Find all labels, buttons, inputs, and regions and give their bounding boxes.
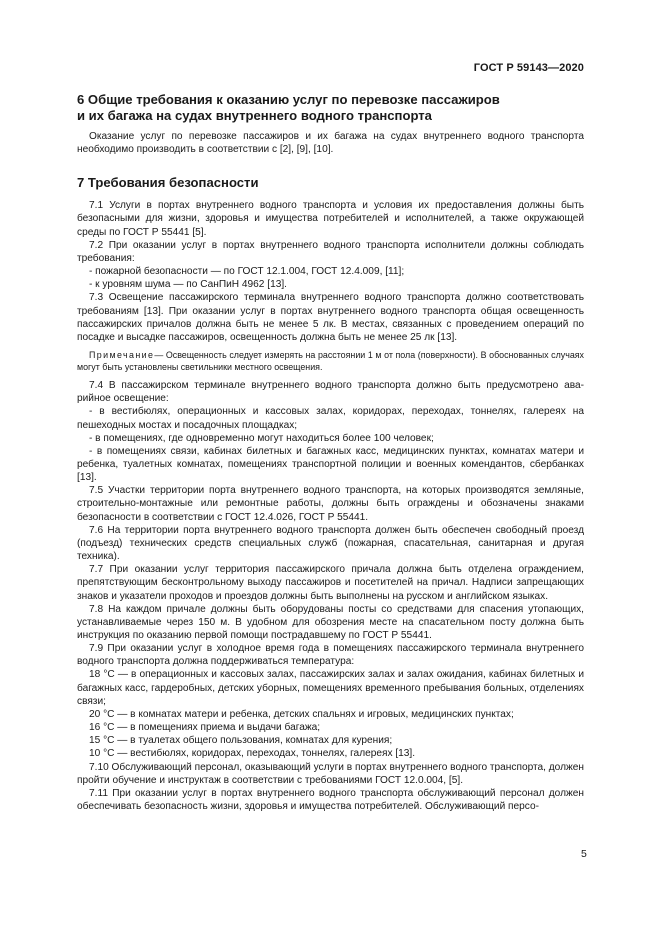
clause-7-9-temp-10: 10 °С — вестибюлях, коридорах, переходах, тоннелях, галереях [13]. — [89, 748, 416, 760]
document-body — [77, 92, 584, 813]
note-label: Примечание — [89, 350, 155, 361]
clause-7-11: 7.11 При оказании услуг в портах внутреннего водного транспорта обслуживающий персонал должен обеспечивать безопасность жизни, здоровья и имущества потребителей. Обслуживающий персо- — [77, 787, 584, 813]
clause-7-1: 7.1 Услуги в портах внутреннего водного транспорта и условия их предоставления должны быть безопасными для жизни, здоровья и имущества потребителей и исполнителей, а также окружающей среды по ГОСТ Р 55441 [5]. — [77, 200, 584, 238]
clause-7-8: 7.8 На каждом причале должны быть оборудованы посты со средствами для спасения утопающих, устанавливаемые через 150 м. В удобном для обозрения месте на спасательном посту должна быть инструкция по оказанию первой помощи пострадавшему по ГОСТ Р 55441. — [77, 603, 584, 641]
clause-7-2-item-fire: - пожарной безопасности — по ГОСТ 12.1.004, ГОСТ 12.4.009, [11]; — [89, 266, 405, 278]
clause-7-6: 7.6 На территории порта внутреннего водного транспорта должен быть обеспечен свободный проезд (подъезд) технических средств специальных служб (пожарная, спасательная, санитарная и другая техника). — [77, 524, 584, 563]
clause-7-2: 7.2 При оказании услуг в портах внутреннего водного транспорта исполнители должны соблюдать требования: — [77, 239, 584, 264]
clause-7-4-item-halls: - в вестибюлях, операционных и кассовых залах, коридорах, переходах, тоннелях, галереях на пешеходных мостах и посадочных площадках; — [77, 406, 584, 431]
section-6-title-line2: и их багажа на судах внутреннего водного транспорта — [77, 108, 432, 123]
section-6-title — [77, 92, 584, 124]
clause-7-4-item-service: - в помещениях связи, кабинах билетных и багажных касс, медицинских пунктах, комнатах матери и ребенка, туалетных комнатах, помещениях транспортной полиции и военных комендантов, сбербанках [13]. — [77, 445, 584, 484]
clause-7-9-temp-20: 20 °С — в комнатах матери и ребенка, детских спальнях и игровых, медицинских пунктах; — [89, 708, 514, 720]
document-header: ГОСТ Р 59143—2020 — [473, 62, 584, 74]
section-6-title-line1: 6 Общие требования к оказанию услуг по перевозке пассажиров — [77, 92, 500, 107]
section-7-title: 7 Требования безопасности — [77, 175, 259, 191]
clause-7-9: 7.9 При оказании услуг в холодное время года в помещениях пассажирского терминала внутреннего водного транспорта должна поддерживаться температура: — [77, 643, 584, 668]
clause-7-4: 7.4 В пассажирском терминале внутреннего водного транспорта должно быть предусмотрено аварийное освещение: — [77, 380, 584, 405]
note-text: — Освещенность следует измерять на расстоянии 1 м от пола (поверхности). В обоснованных случаях могут быть установлены светильники местного освещения. — [77, 350, 584, 373]
clause-7-2-item-noise: - к уровням шума — по СанПиН 4962 [13]. — [89, 279, 287, 291]
clause-7-5: 7.5 Участки территории порта внутреннего водного транспорта, на которых производятся земляные, строительно-монтажные или ремонтные работы, должны быть ограждены и обозначены знаками безопасности в соответствии с ГОСТ 12.4.026, ГОСТ Р 55441. — [77, 485, 584, 523]
clause-7-9-temp-15: 15 °С — в туалетах общего пользования, комнатах для курения; — [89, 735, 393, 747]
clause-7-9-temp-18: 18 °С — в операционных и кассовых залах, пассажирских залах и залах ожидания, кабинах билетных и багажных касс, гардеробных, детских уборных, помещениях временного пребывания больных, отделениях связи; — [77, 669, 584, 707]
clause-7-10: 7.10 Обслуживающий персонал, оказывающий услуги в портах внутреннего водного транспорта, должен пройти обучение и инструктаж в соответствии с требованиями ГОСТ 12.0.004, [5]. — [77, 761, 584, 786]
clause-7-3: 7.3 Освещение пассажирского терминала внутреннего водного транспорта должно соответствовать требованиям [13]. При оказании услуг в портах внутреннего водного транспорта общая освещенность пассажирских причалов должна быть не менее 5 лк. В местах, связанных с проведением операций по посадке и высадке пассажиров, освещенность должна быть не менее 25 лк [13]. — [77, 292, 584, 343]
section-6-paragraph: Оказание услуг по перевозке пассажиров и их багажа на судах внутреннего водного транспорта необходимо производить в соответствии с [2], [9], [10]. — [77, 131, 584, 156]
page-number: 5 — [581, 848, 587, 860]
clause-7-9-temp-16: 16 °С — в помещениях приема и выдачи багажа; — [89, 722, 321, 734]
clause-7-7: 7.7 При оказании услуг территория пассажирского причала должна быть отделена ограждением, препятствующим бесконтрольному выходу пассажиров и посетителей на причал. Надписи запрещающих знаков и указатели проходов и проездов должны быть выполнены на русском и английском языках. — [77, 564, 584, 602]
clause-7-4-item-rooms: - в помещениях, где одновременно могут находиться более 100 человек; — [89, 432, 434, 444]
note — [77, 349, 584, 373]
